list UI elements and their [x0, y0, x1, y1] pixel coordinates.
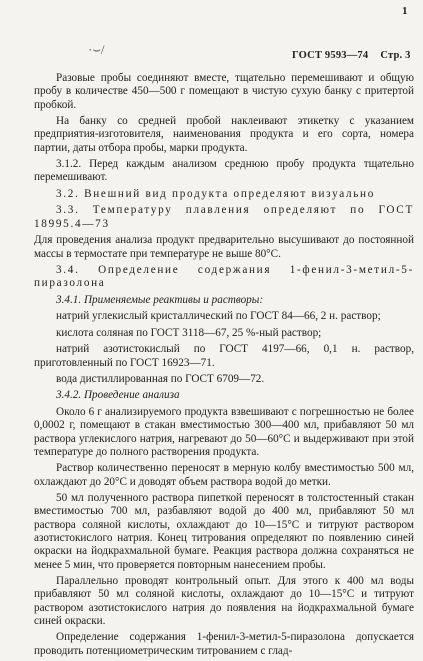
paragraph-3-1-2: 3.1.2. Перед каждым анализом среднюю пробу продукта тщательно перемешивают. — [34, 158, 414, 184]
reagent-distilled-water: вода дистиллированная по ГОСТ 6709—72. — [56, 373, 265, 385]
section-3-4-2-procedure: 3.4.2. Проведение анализа — [56, 389, 180, 402]
gost-number: ГОСТ 9593—74 — [292, 50, 369, 61]
page-label: Стр. 3 — [380, 50, 411, 61]
paragraph-control-test: Параллельно проводят контрольный опыт. Для этого к 400 мл воды прибавляют 50 мл соляной кислоты, охлаждают до 10—15°С и титруют раствором азотистокислого натрия до появления на йодкрахмальной бумаге синей окраски. — [34, 575, 414, 627]
section-3-4-1-reagents: 3.4.1. Применяемые реактивы и растворы: — [56, 293, 264, 306]
reagent-hydrochloric-acid: кислота соляная по ГОСТ 3118—67, 25 %-ный раствор; — [56, 326, 322, 339]
handwritten-mark: ·⌣/ — [88, 42, 105, 57]
paragraph-sample-combine: Разовые пробы соединяют вместе, тщательно перемешивают и общую пробу в количестве 450—500 г помещают в чистую сухую банку с притертой пробкой. — [34, 72, 414, 111]
paragraph-drying: Для проведения анализа продукт предварительно высушивают до постоянной массы в термостате при температуре не выше 80°С. — [34, 234, 414, 260]
section-3-4-content: 3.4. Определение содержания 1-фенил-3-метил-5-пиразолона — [34, 263, 414, 290]
section-3-3-melting-point: 3.3. Температуру плавления определяют по ГОСТ 18995.4—73 — [34, 204, 414, 230]
paragraph-transfer: Раствор количественно переносят в мерную колбу вместимостью 500 мл, охлаждают до 20°С и доводят объем раствора водой до метки. — [34, 462, 414, 488]
page-header — [292, 50, 411, 61]
reagent-sodium-carbonate: натрий углекислый кристаллический по ГОСТ 84—66, 2 н. раствор; — [56, 310, 381, 323]
reagent-sodium-nitrite: натрий азотистокислый по ГОСТ 4197—66, 0,1 н. раствор, приготовленный по ГОСТ 16923—71. — [34, 343, 414, 369]
document-body — [34, 72, 414, 661]
paragraph-label: На банку со средней пробой наклеивают этикетку с указанием предприятия-изготовителя, наименования продукта и его сорта, номера партии, даты отбора пробы, марки продукта. — [34, 115, 414, 154]
section-3-2-appearance: 3.2. Внешний вид продукта определяют визуально — [56, 187, 376, 200]
paragraph-potentiometric: Определение содержания 1-фенил-3-метил-5-пиразолона допускается проводить потенциометрическим титрованием с глад- — [34, 631, 414, 657]
paragraph-weighing: Около 6 г анализируемого продукта взвешивают с погрешностью не более 0,0002 г, помещают в стакан вместимостью 300—400 мл, прибавляют 50 мл раствора углекислого натрия, нагревают до 50—60°С и выдерживают при этой температуре до полного растворения продукта. — [34, 405, 414, 458]
paragraph-titration: 50 мл полученного раствора пипеткой переносят в толстостенный стакан вместимостью 700 мл, разбавляют водой до 400 мл, прибавляют 50 мл раствора соляной кислоты, охлаждают до 10—15°С и титруют раствором азотистокислого натрия. Конец титрования определяют по появлению синей окраски на йодкрахмальной бумаге. Реакция раствора должна сохраняться не менее 5 мин, что проверяется повторным нанесением пробы. — [34, 492, 414, 571]
corner-number: 1 — [402, 5, 408, 17]
